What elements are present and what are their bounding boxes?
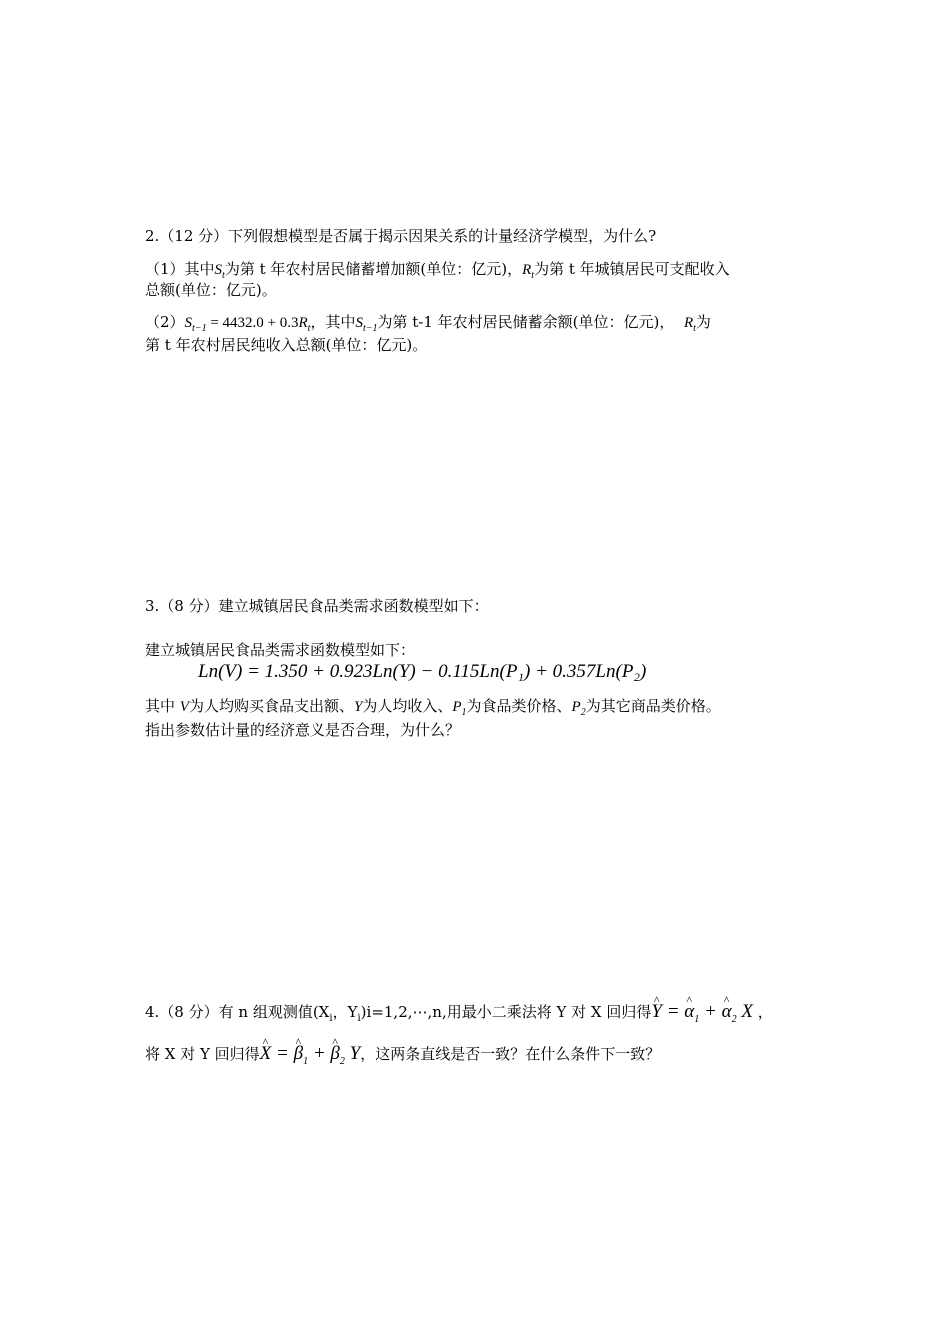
q4-line2: 将 X 对 Y 回归得^ X = ^ $\beta_1$ + ^ $\beta_2$ Y，这两条直线是否一致？在什么条件下一致？ (145, 1044, 660, 1072)
var-P1: $P_1$ (452, 699, 467, 718)
var-R-t: $R_t$ (522, 262, 535, 281)
q3-heading: 3.（8 分）建立城镇居民食品类需求函数模型如下： (145, 597, 489, 615)
q2-item1-line1: （1）其中$S_t$为第 t 年农村居民储蓄增加额(单位：亿元)，$R_t$为第 t 年城镇居民可支配收入 (145, 260, 730, 281)
q2-item1-line2: 总额(单位：亿元)。 (145, 281, 277, 299)
var-P2: $P_2$ (571, 699, 586, 718)
q3-formula: Ln(V) = 1.350 + 0.923Ln(Y) − 0.115Ln(P₁) + 0.357Ln(P₂) (198, 661, 647, 682)
equation-s: $S_{t-1} = 4432.0 + 0.3R_t$ (184, 315, 311, 334)
q2-heading: 2.（12 分）下列假想模型是否属于揭示因果关系的计量经济学模型，为什么? (145, 227, 657, 245)
var-R-t-2: $R_t$ (683, 315, 696, 334)
var-Y: Y (353, 699, 363, 715)
var-V: V (179, 699, 189, 715)
q3-question: 指出参数估计量的经济意义是否合理，为什么？ (145, 721, 461, 739)
var-S-t-1: $S_{t-1}$ (355, 315, 378, 334)
q2-item2-line1: $(2)S_{t-1} = 4432.0 + 0.3R_t$，其中$S_{t-1}$为第 t-1 年农村居民储蓄余额(单位：亿元)， $R_t$为 (145, 313, 711, 334)
var-S-t: $S_t$ (214, 262, 225, 281)
q2-item2-line2: 第 t 年农村居民纯收入总额(单位：亿元)。 (145, 336, 428, 354)
q4-line1: 4.（8 分）有 n 组观测值($X_i$，$Y_i)i=1,2,\cdots,n$,用最小二乘法将 Y 对 X 回归得^ Y = ^ $\alpha_1$ + ^ $\alpha_2$ X ， (145, 1002, 773, 1030)
q3-explanation: 其中 V为人均购买食品支出额、Y为人均收入、$P_1$为食品类价格、$P_2$为其它商品类价格。 (145, 697, 721, 718)
q3-intro: 建立城镇居民食品类需求函数模型如下： (145, 641, 416, 659)
regression-y-on-x: ^ Y = ^ $\alpha_1$ + ^ $\alpha_2$ X (651, 1001, 753, 1022)
regression-x-on-y: ^ X = ^ $\beta_1$ + ^ $\beta_2$ Y (260, 1043, 361, 1064)
